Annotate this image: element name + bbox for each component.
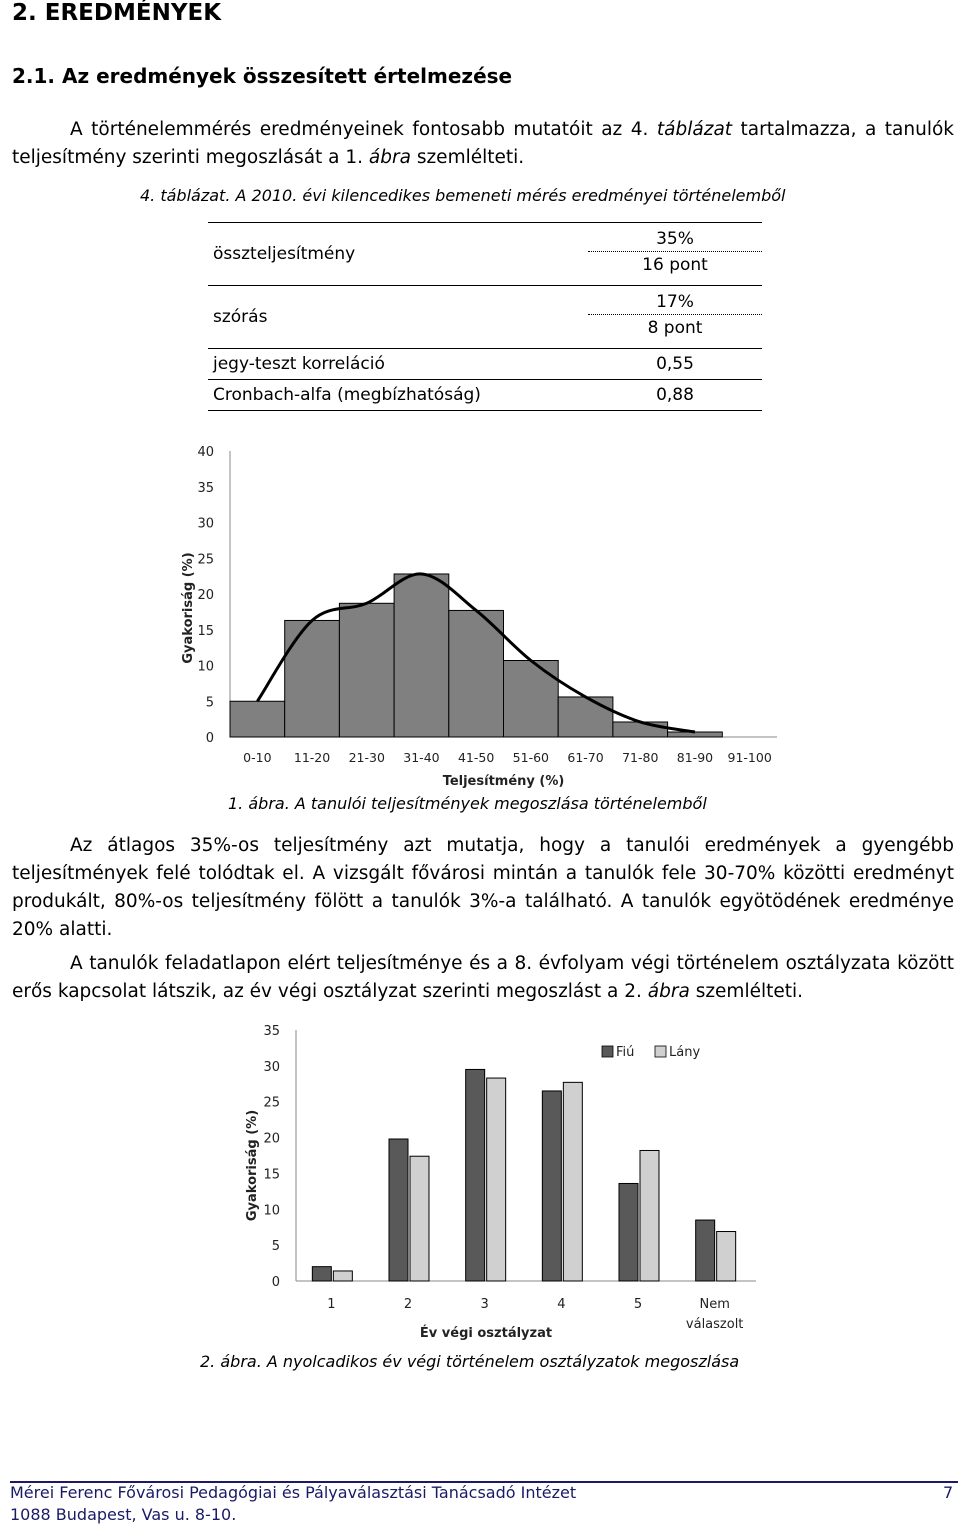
y-tick-label: 30 <box>197 516 214 532</box>
table-value: 8 pont <box>647 318 703 338</box>
bar-fiu <box>619 1183 638 1281</box>
bar-lany <box>640 1150 659 1281</box>
y-tick-label: 20 <box>197 588 214 603</box>
histogram-chart <box>170 436 790 792</box>
histogram-bar <box>558 697 613 737</box>
y-tick-label: 10 <box>197 659 214 675</box>
bar-fiu <box>312 1267 331 1281</box>
y-tick-label: 35 <box>197 480 214 496</box>
x-tick-label: 2 <box>403 1297 413 1312</box>
bar-fiu <box>696 1220 715 1281</box>
footer-address: 1088 Budapest, Vas u. 8-10. <box>10 1505 237 1524</box>
paragraph-grades: A tanulók feladatlapon elért teljesítménye és a 8. évfolyam végi történelem osztályzata között erős kapcsolat látszik, az év végi osztályzat szerinti megoszlást a 2. ábra szemlélteti. <box>12 953 954 1002</box>
histogram-bar <box>285 620 340 737</box>
y-tick-label: 15 <box>263 1167 280 1183</box>
y-tick-label: 5 <box>205 695 214 711</box>
bar-fiu <box>466 1069 485 1281</box>
figure-1-caption: 1. ábra. A tanulói teljesítmények megoszlása történelemből <box>228 794 707 813</box>
x-tick-label: 71-80 <box>622 750 659 765</box>
histogram-bar <box>339 603 394 737</box>
figure-2-caption: 2. ábra. A nyolcadikos év végi történelem osztályzatok megoszlása <box>200 1352 740 1371</box>
y-tick-label: 20 <box>263 1131 280 1147</box>
table-value: 16 pont <box>642 255 708 275</box>
y-tick-label: 25 <box>263 1095 280 1111</box>
bar-lany <box>487 1078 506 1281</box>
legend-swatch <box>602 1046 613 1057</box>
histogram-bar <box>668 732 723 737</box>
bar-lany <box>563 1082 582 1281</box>
x-tick-label: 41-50 <box>457 750 495 765</box>
x-tick-label: 1 <box>327 1297 336 1312</box>
y-tick-label: 25 <box>197 552 214 568</box>
x-tick-label: 21-30 <box>348 750 385 765</box>
x-tick-label: 0-10 <box>243 750 272 765</box>
x-tick-label: 3 <box>480 1297 489 1312</box>
table-label: összteljesítmény <box>213 244 356 264</box>
intro-paragraph: A történelemmérés eredményeinek fontosabb mutatóit az 4. táblázat tartalmazza, a tanulók teljesítmény szerinti megoszlását a 1. ábra szemlélteti. <box>12 119 954 168</box>
page-number: 7 <box>943 1483 954 1502</box>
bar-fiu <box>389 1139 408 1281</box>
y-tick-label: 35 <box>263 1024 280 1039</box>
y-tick-label: 10 <box>263 1203 280 1219</box>
results-table <box>208 222 762 411</box>
subsection-heading: 2.1. Az eredmények összesített értelmezése <box>12 64 513 88</box>
table-row <box>208 286 762 349</box>
y-tick-label: 40 <box>197 445 214 460</box>
bar-fiu <box>542 1091 561 1281</box>
x-tick-label: 11-20 <box>293 750 331 765</box>
x-tick-label: 31-40 <box>403 750 440 765</box>
legend-swatch <box>655 1046 666 1057</box>
histogram-bar <box>613 722 668 737</box>
table-label: jegy-teszt korreláció <box>213 354 385 374</box>
table-label: Cronbach-alfa (megbízhatóság) <box>213 385 481 405</box>
bar-lany <box>717 1232 736 1281</box>
histogram-bar <box>504 660 559 737</box>
table-caption: 4. táblázat. A 2010. évi kilencedikes bemeneti mérés eredményei történelemből <box>140 186 786 205</box>
y-axis-label: Gyakoriság (%) <box>245 1109 260 1222</box>
table-value: 17% <box>588 292 762 315</box>
x-tick-label: 4 <box>557 1297 566 1312</box>
x-tick-label: Nem <box>699 1297 730 1312</box>
bar-lany <box>410 1156 429 1281</box>
paragraph-results: Az átlagos 35%-os teljesítmény azt mutatja, hogy a tanulói eredmények a gyengébb teljesítmények felé tolódtak el. A vizsgált fővárosi mintán a tanulók fele 30-70% közötti eredményt produkált, 80%-os teljesítmény fölött a tanulók 3%-a található. A tanulók egyötödének eredménye 20% alatti. <box>12 835 954 940</box>
section-heading: 2. EREDMÉNYEK <box>12 0 222 26</box>
histogram-bar <box>230 701 285 737</box>
x-tick-label: 51-60 <box>512 750 550 765</box>
bar-lany <box>333 1271 352 1281</box>
x-axis-label: Teljesítmény (%) <box>442 774 565 789</box>
footer-institute: Mérei Ferenc Fővárosi Pedagógiai és Pályaválasztási Tanácsadó Intézet <box>10 1483 577 1502</box>
table-row <box>208 380 762 411</box>
table-label: szórás <box>213 307 268 327</box>
y-tick-label: 15 <box>197 623 214 639</box>
histogram-bar <box>394 574 449 737</box>
x-tick-label: 91-100 <box>727 750 772 765</box>
table-value: 0,88 <box>656 385 694 405</box>
legend-label: Fiú <box>616 1045 635 1060</box>
legend-label: Lány <box>669 1045 701 1060</box>
y-tick-label: 30 <box>263 1059 280 1075</box>
table-row <box>208 349 762 380</box>
x-tick-label: válaszolt <box>685 1317 744 1332</box>
table-value: 35% <box>588 229 762 252</box>
y-tick-label: 5 <box>271 1239 280 1255</box>
x-tick-label: 81-90 <box>676 750 714 765</box>
table-value: 0,55 <box>656 354 694 374</box>
y-tick-label: 0 <box>271 1275 280 1290</box>
x-axis-label: Év végi osztályzat <box>419 1326 553 1341</box>
x-tick-label: 5 <box>633 1297 643 1312</box>
grades-chart <box>236 1014 756 1344</box>
x-tick-label: 61-70 <box>567 750 604 765</box>
table-row <box>208 222 762 286</box>
y-tick-label: 0 <box>205 731 214 746</box>
y-axis-label: Gyakoriság (%) <box>181 552 196 664</box>
